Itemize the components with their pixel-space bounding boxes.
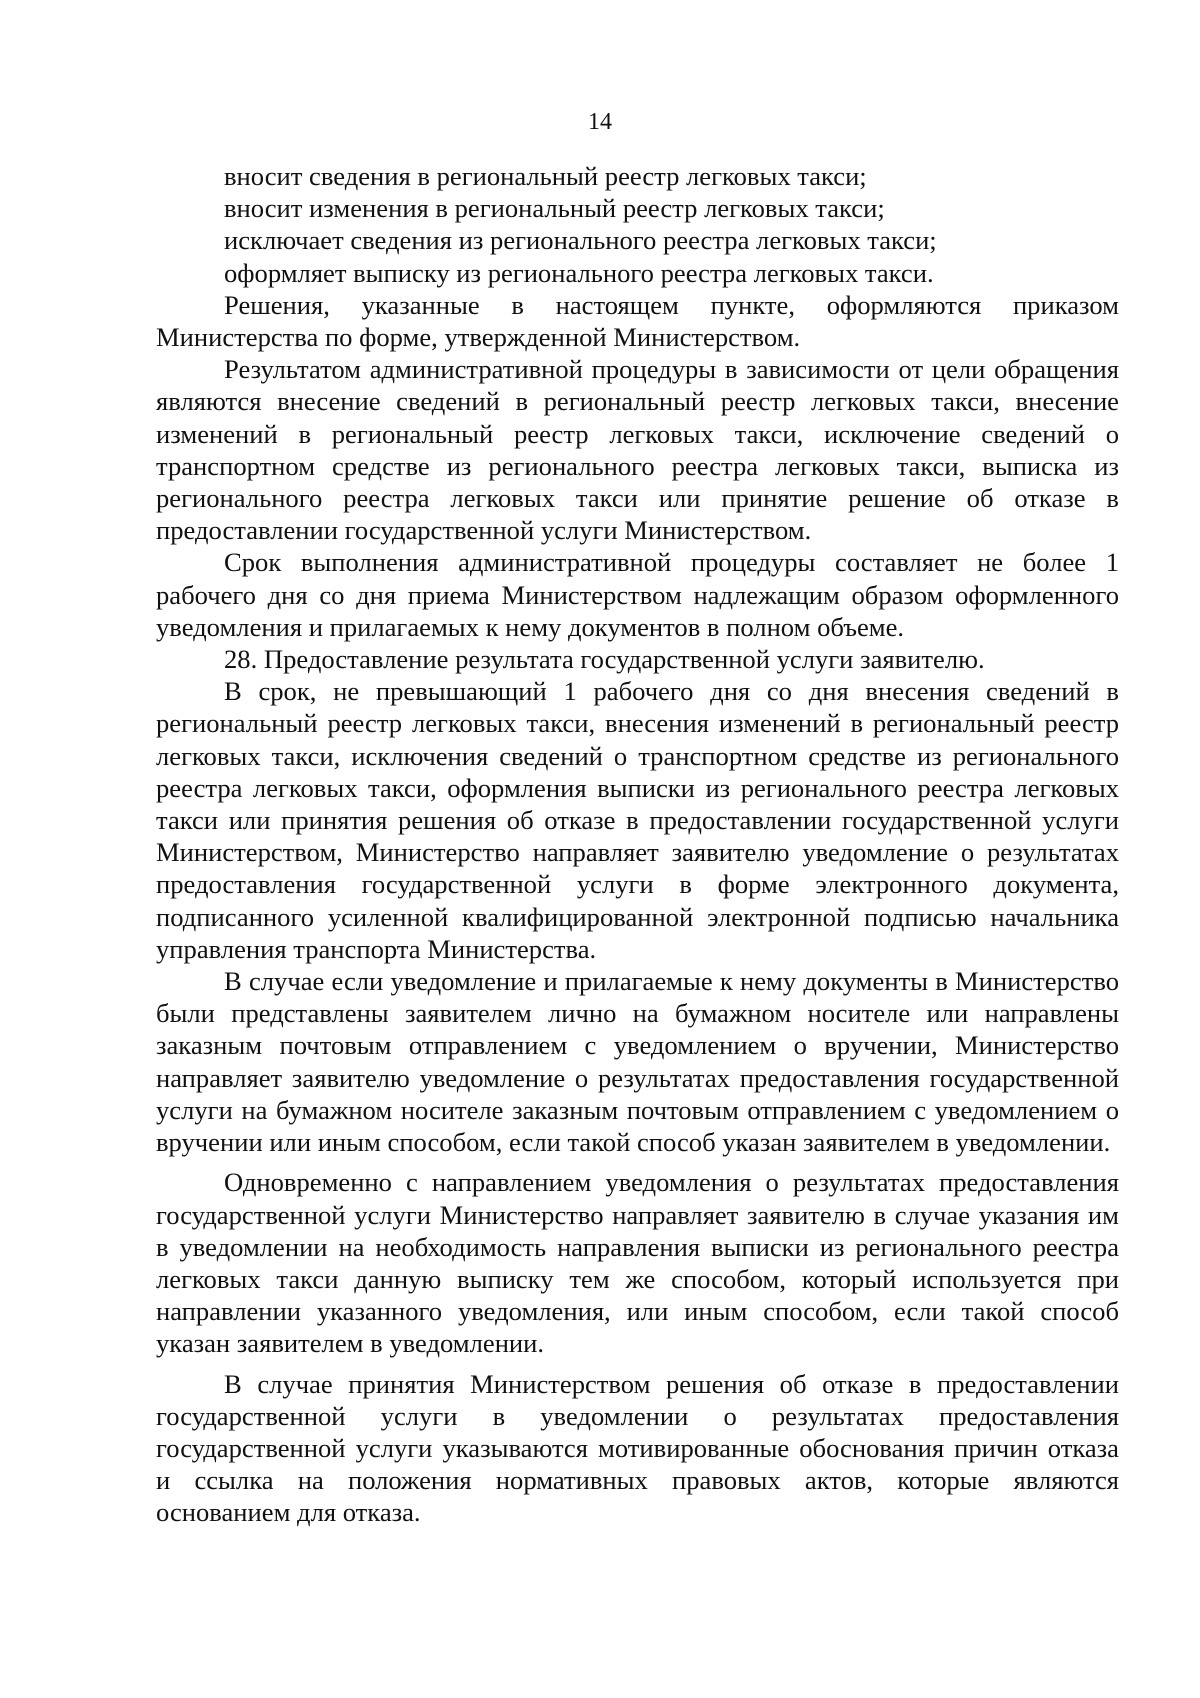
paragraph-7: Срок выполнения административной процедуры составляет не более 1 рабочего дня со дня приема Министерством надлежащим образом оформленного уведомления и прилагаемых к нему документов в полном объеме. <box>156 547 1119 642</box>
paragraph-11: Одновременно с направлением уведомления о результатах предоставления государственной услуги Министерство направляет заявителю в случае указания им в уведомлении на необходимость направления выписки из регионального реестра легковых такси данную выписку тем же способом, который используется при направлении указанного уведомления, или иным способом, если такой способ указан заявителем в уведомлении. <box>156 1167 1119 1359</box>
document-body <box>156 160 1119 1529</box>
paragraph-8: 28. Предоставление результата государственной услуги заявителю. <box>224 644 985 675</box>
paragraph-2: вносит изменения в региональный реестр легковых такси; <box>224 193 885 224</box>
paragraph-9: В срок, не превышающий 1 рабочего дня со дня внесения сведений в региональный реестр легковых такси, внесения изменений в региональный реестр легковых такси, исключения сведений о транспортном средстве из регионального реестра легковых такси, оформления выписки из регионального реестра легковых такси или принятия решения об отказе в предоставлении государственной услуги Министерством, Министерство направляет заявителю уведомление о результатах предоставления государственной услуги в форме электронного документа, подписанного усиленной квалифицированной электронной подписью начальника управления транспорта Министерства. <box>156 676 1119 964</box>
page-number: 14 <box>588 109 612 135</box>
paragraph-6: Результатом административной процедуры в зависимости от цели обращения являются внесение сведений в региональный реестр легковых такси, внесение изменений в региональный реестр легковых такси, исключение сведений о транспортном средстве из регионального реестра легковых такси, выписка из регионального реестра легковых такси или принятие решение об отказе в предоставлении государственной услуги Министерством. <box>156 354 1119 546</box>
paragraph-12: В случае принятия Министерством решения об отказе в предоставлении государственной услуги в уведомлении о результатах предоставления государственной услуги указываются мотивированные обоснования причин отказа и ссылка на положения нормативных правовых актов, которые являются основанием для отказа. <box>156 1368 1119 1528</box>
paragraph-10: В случае если уведомление и прилагаемые к нему документы в Министерство были представлены заявителем лично на бумажном носителе или направлены заказным почтовым отправлением с уведомлением о вручении, Министерство направляет заявителю уведомление о результатах предоставления государственной услуги на бумажном носителе заказным почтовым отправлением с уведомлением о вручении или иным способом, если такой способ указан заявителем в уведомлении. <box>156 966 1119 1158</box>
paragraph-5: Решения, указанные в настоящем пункте, оформляются приказом Министерства по форме, утвержденной Министерством. <box>156 289 1119 353</box>
paragraph-1: вносит сведения в региональный реестр легковых такси; <box>224 161 867 191</box>
paragraph-4: оформляет выписку из регионального реестра легковых такси. <box>224 257 934 288</box>
paragraph-3: исключает сведения из регионального реестра легковых такси; <box>224 225 937 256</box>
